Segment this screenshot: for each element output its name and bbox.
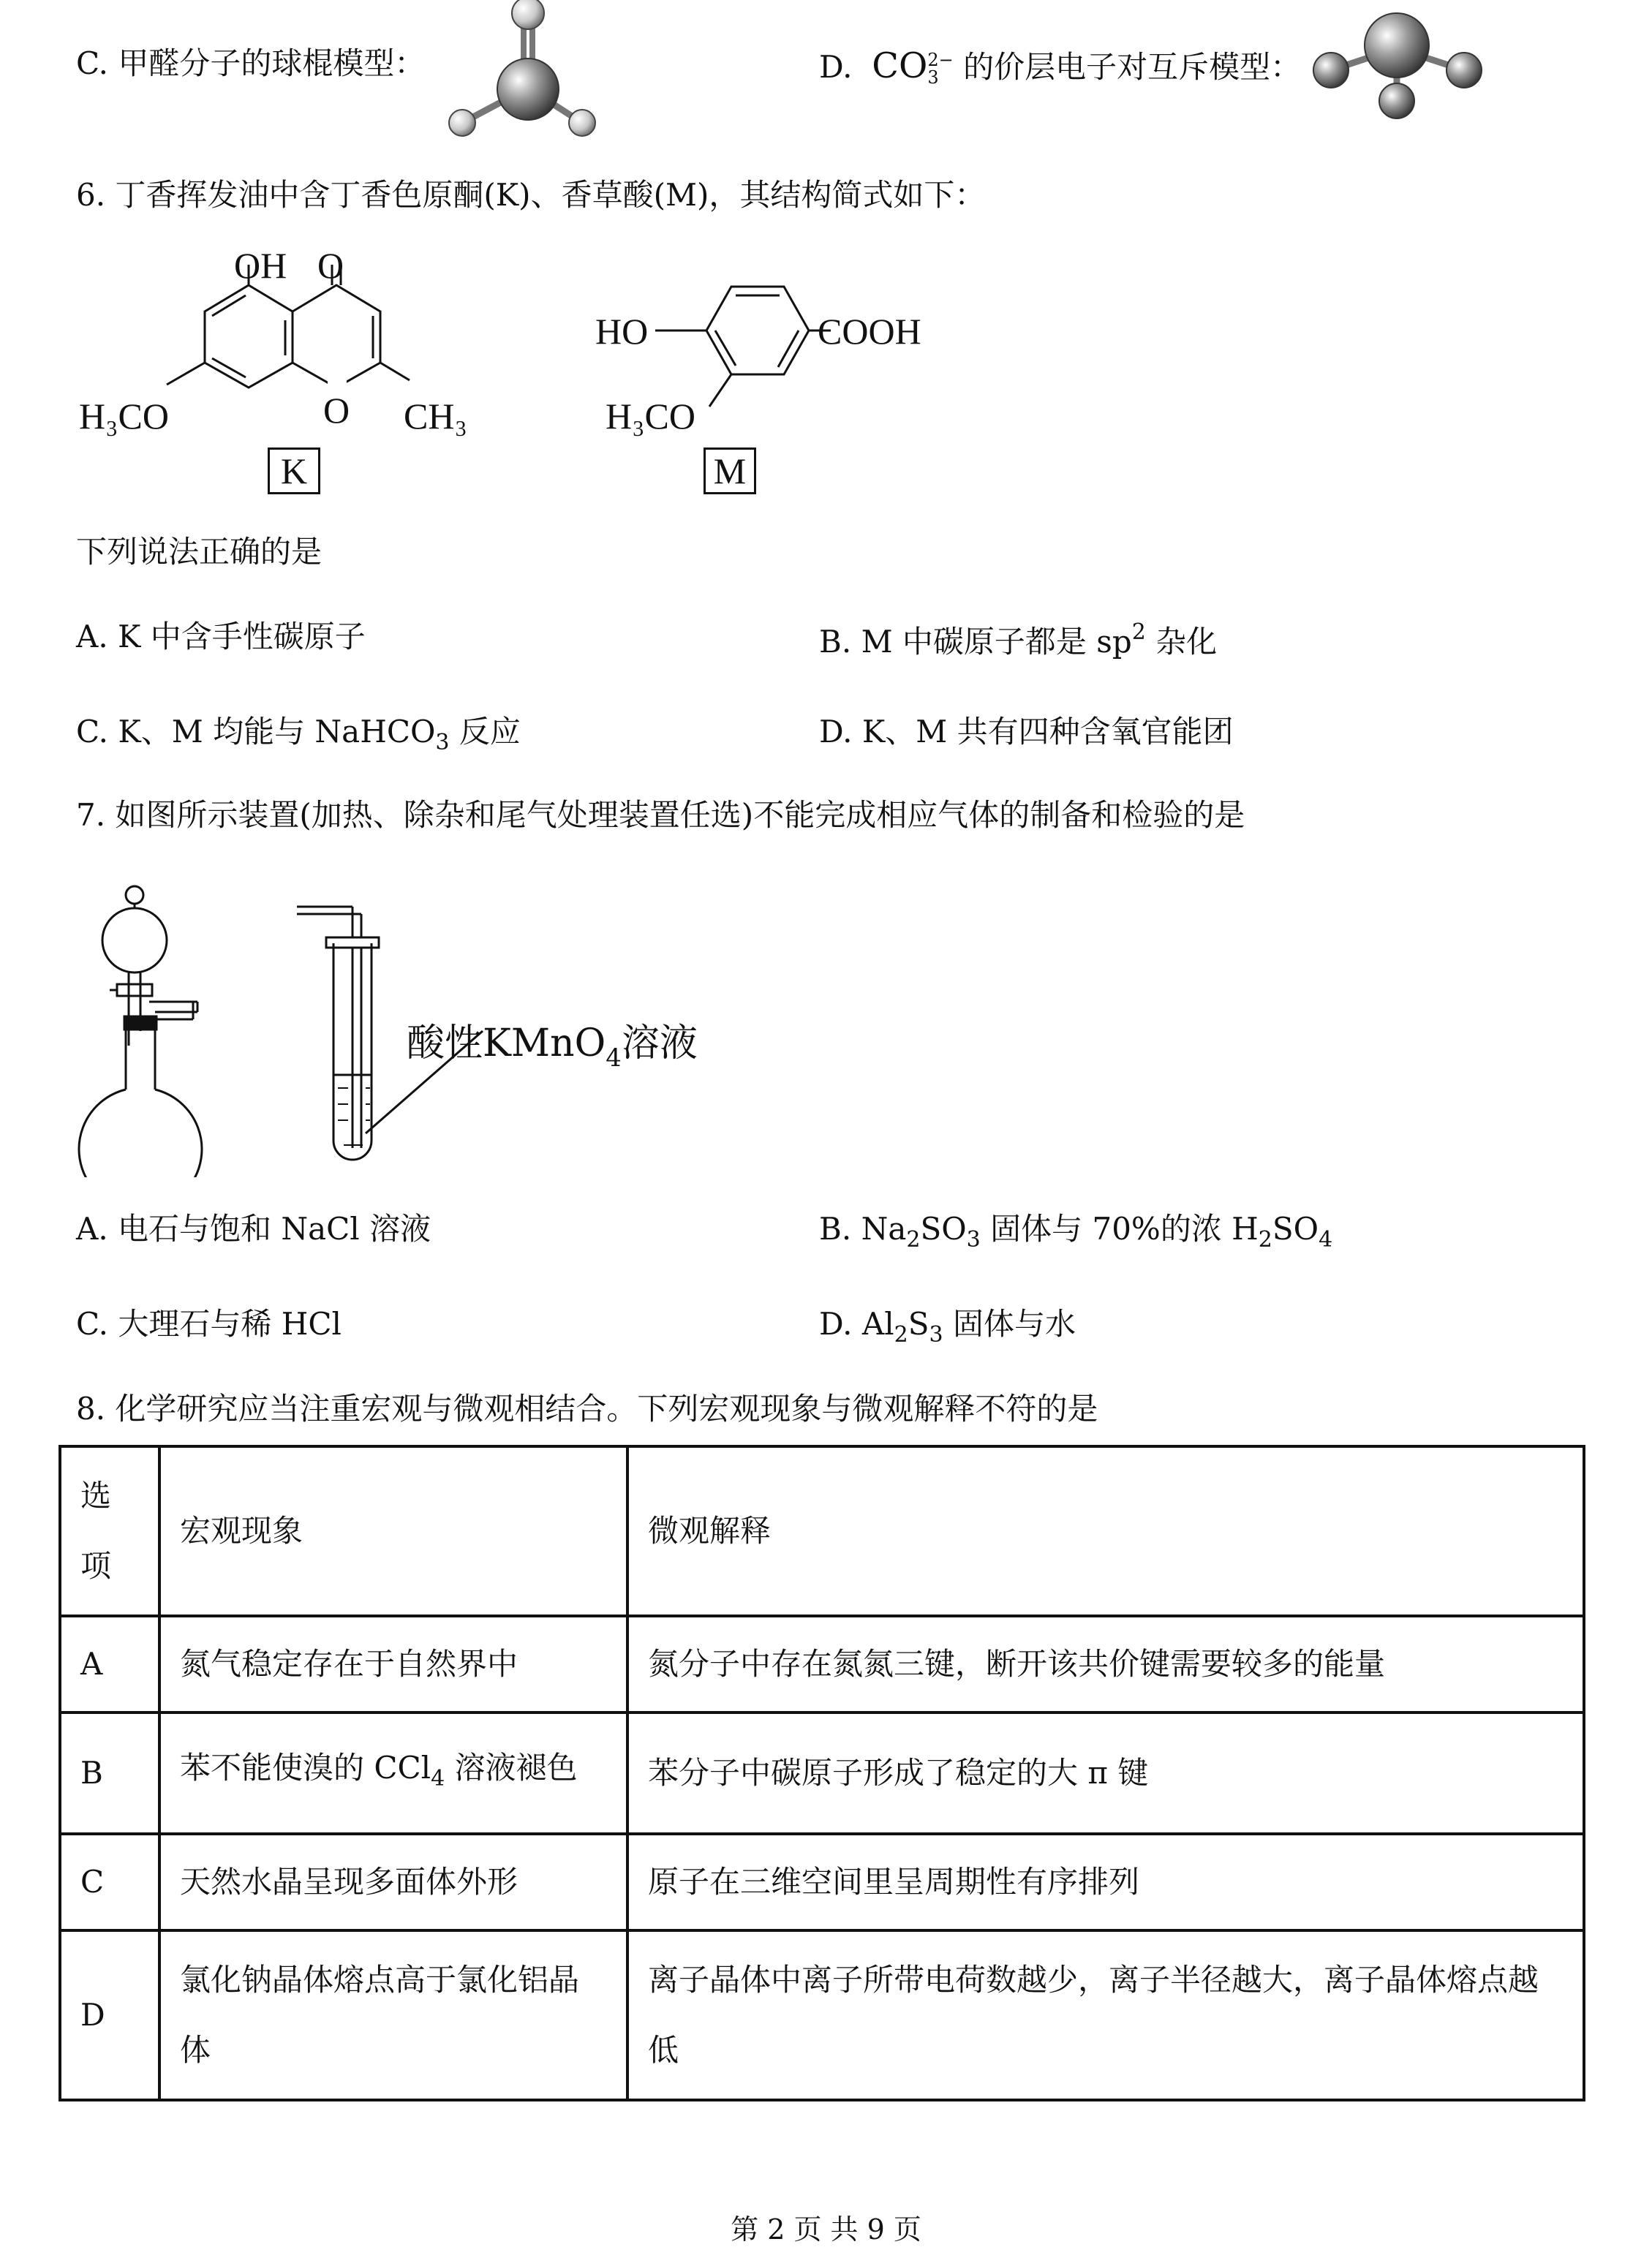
- q7-option-c: C. 大理石与稀 HCl: [76, 1306, 342, 1342]
- q6-b-sup: 2: [1131, 619, 1146, 645]
- k-label-box: K: [268, 447, 320, 494]
- q6-option-d: D. K、M 共有四种含氧官能团: [819, 714, 1234, 749]
- table-row: [60, 1712, 1584, 1834]
- option-d-prefix: D.: [819, 49, 853, 85]
- q7-b-mid1: SO: [920, 1211, 967, 1247]
- row-d-micro-line2: 低: [648, 2032, 679, 2068]
- m-h3co-label: H₃CO: [606, 396, 695, 437]
- row-d-micro-line1: 离子晶体中离子所带电荷数越少，离子半径越大，离子晶体熔点越: [648, 1962, 1539, 1998]
- header-macro: 宏观现象: [159, 1446, 627, 1616]
- row-d-macro-line2: 体: [180, 2032, 211, 2068]
- q7-stem: 7. 如图所示装置(加热、除杂和尾气处理装置任选)不能完成相应气体的制备和检验的是: [76, 797, 1245, 833]
- table-row: [60, 1834, 1584, 1930]
- header-option: [60, 1446, 159, 1616]
- q7-d-mid: S: [908, 1306, 929, 1342]
- header-option-line1: 选: [80, 1478, 112, 1514]
- q7-option-b: [819, 1211, 1333, 1253]
- row-d-option: D: [60, 1930, 159, 2100]
- row-c-option: C: [60, 1834, 159, 1930]
- row-b-micro: 苯分子中碳原子形成了稳定的大 π 键: [627, 1712, 1584, 1834]
- q7-b-sub1: 2: [906, 1227, 921, 1253]
- q6-stem: 6. 丁香挥发油中含丁香色原酮(K)、香草酸(M)，其结构简式如下：: [76, 177, 986, 213]
- q7-b-mid2: 固体与 70%的浓 H: [980, 1211, 1259, 1247]
- kmno4-sub: 4: [606, 1043, 622, 1073]
- q5-option-c: C. 甲醛分子的球棍模型：: [76, 45, 426, 81]
- header-option-line2: 项: [80, 1548, 112, 1584]
- page-number-footer: 第 2 页 共 9 页: [731, 2213, 921, 2246]
- row-a-micro: 氮分子中存在氮氮三键，断开该共价键需要较多的能量: [627, 1616, 1584, 1712]
- m-cooh-label: COOH: [818, 311, 921, 352]
- kmno4-prefix: 酸性KMnO: [407, 1021, 606, 1065]
- q7-b-sub2: 3: [966, 1227, 981, 1253]
- q7-option-a: A. 电石与饱和 NaCl 溶液: [76, 1211, 431, 1247]
- header-micro: 微观解释: [627, 1446, 1584, 1616]
- q7-b-mid3: SO: [1272, 1211, 1319, 1247]
- co3-subscript: 3: [927, 67, 939, 88]
- q7-option-d: [819, 1306, 1076, 1348]
- q7-d-sub1: 2: [894, 1322, 908, 1348]
- q6-option-b: [819, 619, 1218, 660]
- option-d-suffix: 的价层电子对互斥模型：: [963, 49, 1302, 85]
- molecule-m-structure: [585, 241, 936, 505]
- formaldehyde-ball-stick-model: [439, 0, 614, 146]
- co3-base: CO: [872, 45, 928, 86]
- q7-d-sub2: 3: [929, 1322, 943, 1348]
- q6-c-prefix: C. K、M 均能与 NaHCO: [76, 714, 436, 749]
- row-a-option: A: [60, 1616, 159, 1712]
- q6-c-sub: 3: [435, 730, 450, 755]
- m-ho-label: HO: [595, 311, 649, 352]
- q6-b-suffix: 杂化: [1145, 624, 1218, 660]
- q7-d-suffix: 固体与水: [943, 1306, 1076, 1342]
- row-b-option: B: [60, 1712, 159, 1834]
- q7-d-prefix: D. Al: [819, 1306, 894, 1342]
- k-carbonyl-o-label: O: [317, 245, 344, 286]
- q8-table: [59, 1445, 1585, 2101]
- row-b-macro-suffix: 溶液褪色: [445, 1749, 578, 1786]
- co3-formula: [872, 45, 953, 86]
- row-c-micro: 原子在三维空间里呈周期性有序排列: [627, 1834, 1584, 1930]
- q6-option-a: A. K 中含手性碳原子: [76, 619, 366, 654]
- row-c-macro: 天然水晶呈现多面体外形: [159, 1834, 627, 1930]
- q5-option-d: [819, 45, 1302, 88]
- k-ch3-label: CH₃: [404, 396, 467, 437]
- table-row: [60, 1930, 1584, 2100]
- row-b-macro-prefix: 苯不能使溴的 CCl: [180, 1749, 431, 1786]
- k-oh-label: OH: [234, 245, 287, 286]
- q7-b-prefix: B. Na: [819, 1211, 907, 1247]
- row-d-macro-line1: 氯化钠晶体熔点高于氯化铝晶: [180, 1962, 580, 1998]
- row-b-macro: [159, 1712, 627, 1834]
- q6-b-prefix: B. M 中碳原子都是 sp: [819, 624, 1132, 660]
- kmno4-solution-label: [407, 1012, 698, 1073]
- q8-stem: 8. 化学研究应当注重宏观与微观相结合。下列宏观现象与微观解释不符的是: [76, 1391, 1098, 1427]
- q7-b-sub4: 4: [1319, 1227, 1333, 1253]
- row-d-macro: [159, 1930, 627, 2100]
- kmno4-suffix: 溶液: [621, 1021, 698, 1065]
- co3-charge: 2−: [927, 49, 954, 70]
- table-row: [60, 1616, 1584, 1712]
- m-label-box: M: [704, 447, 756, 494]
- row-a-macro: 氮气稳定存在于自然界中: [159, 1616, 627, 1712]
- carbonate-vsepr-model: [1302, 7, 1492, 124]
- row-b-macro-sub: 4: [431, 1765, 445, 1791]
- row-d-micro: [627, 1930, 1584, 2100]
- q6-option-c: [76, 714, 521, 755]
- q6-c-suffix: 反应: [449, 714, 521, 749]
- k-ring-o-label: O: [323, 390, 350, 431]
- table-header-row: [60, 1446, 1584, 1616]
- k-h3co-label: H₃CO: [79, 396, 169, 437]
- q6-prompt: 下列说法正确的是: [76, 534, 323, 570]
- q7-b-sub3: 2: [1258, 1227, 1272, 1253]
